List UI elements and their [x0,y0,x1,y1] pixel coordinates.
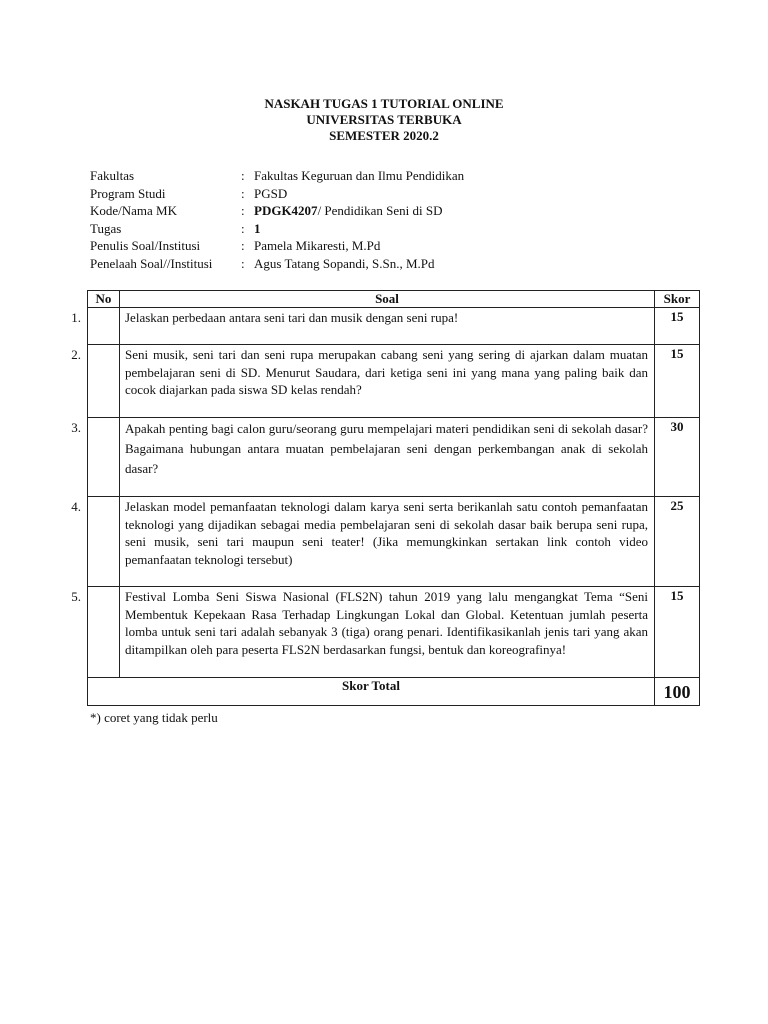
row-number: 3. [71,420,81,435]
row-number: 4. [71,499,81,514]
question-score: 30 [655,418,700,497]
info-row-kode-mk [90,202,464,220]
info-value: Fakultas Keguruan dan Ilmu Pendidikan [254,168,465,183]
row-number: 5. [71,589,81,604]
info-colon: : [241,203,245,219]
info-value [254,220,261,238]
info-value: Pamela Mikaresti, M.Pd [254,238,381,254]
table-row [88,418,700,497]
question-text: Seni musik, seni tari dan seni rupa merupakan cabang seni yang sering di ajarkan dalam muatan pembelajaran seni di SD. Menurut Saudara, dari ketiga seni ini yang mana yang paling baik dan cocok diajarkan pada siswa SD kelas rendah? [120,345,655,418]
assignment-number: 1 [254,220,261,236]
info-row-program-studi [90,185,464,203]
question-text: Festival Lomba Seni Siswa Nasional (FLS2N) tahun 2019 yang lalu mengangkat Tema “Seni Membentuk Kepekaan Rasa Terhadap Lingkungan Lokal dan Global. Ketentuan jumlah peserta lomba untuk seni tari adalah sebanyak 3 (tiga) orang penari. Identifikasikanlah jenis tari yang akan ditampilkan oleh para peserta FLS2N berdasarkan fungsi, bentuk dan koreografinya! [120,587,655,678]
row-number-cell [71,418,120,497]
info-label: Penulis Soal/Institusi [90,238,201,254]
question-text: Apakah penting bagi calon guru/seorang guru mempelajari materi pendidikan seni di sekolah dasar? Bagaimana hubungan antara muatan pembelajaran seni dengan perkembangan anak di sekolah dasar? [120,418,655,497]
header-soal: Soal [120,291,655,308]
table-header-row [88,291,700,308]
info-value [254,202,443,220]
header-semester: SEMESTER 2020.2 [329,128,439,143]
document-header [0,96,768,144]
row-number: 1. [71,310,81,325]
row-number-cell [71,308,120,345]
row-number-cell [71,345,120,418]
row-number-cell [71,587,120,678]
table-row [88,497,700,587]
footnote: *) coret yang tidak perlu [90,710,218,725]
question-score: 25 [655,497,700,587]
info-label: Program Studi [90,185,166,201]
row-number: 2. [71,347,81,362]
course-code: PDGK4207 [254,203,318,219]
question-text: Jelaskan perbedaan antara seni tari dan musik dengan seni rupa! [120,308,655,345]
question-score: 15 [655,587,700,678]
info-colon: : [241,238,245,254]
row-number-cell [71,497,120,587]
info-label: Penelaah Soal//Institusi [90,255,213,271]
table-row [88,345,700,418]
question-score: 15 [655,345,700,418]
info-colon: : [241,220,245,236]
info-label: Tugas [90,220,122,236]
question-text: Jelaskan model pemanfaatan teknologi dalam karya seni serta berikanlah satu contoh pemanfaatan teknologi yang dijadikan sebagai media pembelajaran seni di sekolah dasar baik berupa seni rupa, seni musik, seni tari maupun seni teater! (Jika memungkinkan sertakan link contoh video pemanfaatan teknologi tersebut) [120,497,655,587]
info-label: Kode/Nama MK [90,203,178,219]
info-row-tugas [90,220,464,238]
info-colon: : [241,255,245,271]
info-row-penelaah [90,255,464,273]
questions-table [71,290,700,706]
info-value: PGSD [254,185,288,201]
info-label: Fakultas [90,168,135,183]
info-row-penulis [90,237,464,255]
info-row-fakultas [90,167,464,185]
header-university: UNIVERSITAS TERBUKA [306,112,462,127]
header-title: NASKAH TUGAS 1 TUTORIAL ONLINE [264,96,504,111]
total-score: 100 [655,678,700,706]
header-no: No [88,291,120,308]
info-value: Agus Tatang Sopandi, S.Sn., M.Pd [254,255,435,271]
header-skor: Skor [655,291,700,308]
total-row [88,678,700,706]
info-colon: : [241,168,245,183]
question-score: 15 [655,308,700,345]
course-name: / Pendidikan Seni di SD [317,203,443,219]
table-row [88,587,700,678]
course-info [90,167,464,273]
total-label: Skor Total [88,678,655,706]
table-row [88,308,700,345]
info-colon: : [241,185,245,201]
